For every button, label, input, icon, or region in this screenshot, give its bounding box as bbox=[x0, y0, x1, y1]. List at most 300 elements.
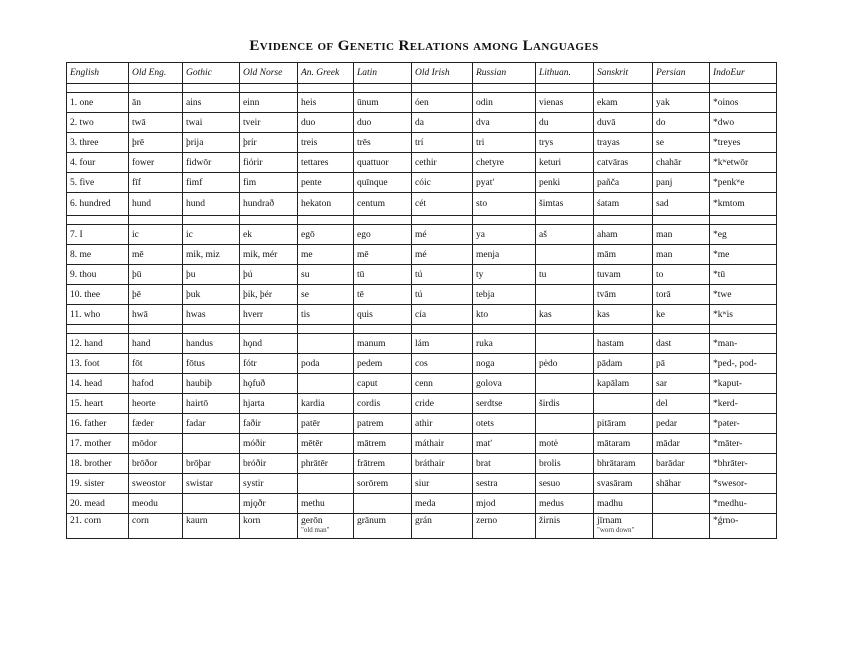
cognate-cell bbox=[473, 173, 536, 193]
cognate-cell bbox=[536, 305, 594, 325]
cell-text: du bbox=[539, 117, 549, 128]
cognate-cell bbox=[183, 474, 240, 494]
cell-text: 3. three bbox=[70, 137, 99, 148]
cell-text: mjǫðr bbox=[243, 498, 266, 509]
column-header: An. Greek bbox=[298, 63, 354, 84]
table-row bbox=[67, 514, 777, 539]
cognate-cell bbox=[298, 394, 354, 414]
cell-text: sto bbox=[476, 199, 488, 209]
cognate-cell bbox=[412, 494, 473, 514]
cognate-cell bbox=[594, 113, 653, 133]
cell-text: cordis bbox=[357, 398, 381, 409]
spacer-cell bbox=[412, 216, 473, 225]
cognate-cell bbox=[354, 514, 412, 539]
cognate-cell bbox=[473, 374, 536, 394]
cognate-cell bbox=[129, 193, 183, 216]
english-word-cell bbox=[67, 193, 129, 216]
cell-text: fidwōr bbox=[186, 157, 212, 168]
cell-text: mētēr bbox=[301, 438, 323, 449]
cognate-cell bbox=[183, 354, 240, 374]
cell-text: del bbox=[656, 398, 668, 409]
cognate-cell bbox=[594, 474, 653, 494]
cognate-cell bbox=[298, 414, 354, 434]
cell-text: sar bbox=[656, 378, 668, 389]
cognate-cell bbox=[536, 93, 594, 113]
cell-text: *swesor- bbox=[713, 478, 748, 489]
cell-text: cét bbox=[415, 199, 427, 209]
cell-text: mē bbox=[132, 249, 144, 260]
cell-text: sad bbox=[656, 199, 669, 209]
cognate-cell bbox=[298, 245, 354, 265]
cognate-cell bbox=[354, 434, 412, 454]
cell-text: vienas bbox=[539, 97, 564, 108]
cognate-cell bbox=[183, 113, 240, 133]
cognate-cell bbox=[412, 245, 473, 265]
cognate-cell bbox=[412, 265, 473, 285]
cell-text: hastam bbox=[597, 338, 624, 349]
cell-text: óen bbox=[415, 97, 429, 108]
english-word-cell bbox=[67, 93, 129, 113]
column-header: Lithuan. bbox=[536, 63, 594, 84]
cognate-cell bbox=[412, 93, 473, 113]
cognate-cell bbox=[354, 354, 412, 374]
cognate-cell bbox=[183, 454, 240, 474]
cognate-cell bbox=[653, 434, 710, 454]
cell-text: svasāram bbox=[597, 478, 633, 489]
cognate-cell bbox=[298, 305, 354, 325]
cognate-cell bbox=[653, 474, 710, 494]
cognate-cell bbox=[473, 245, 536, 265]
cognate-cell bbox=[653, 113, 710, 133]
cognate-cell bbox=[129, 225, 183, 245]
cell-text: tis bbox=[301, 309, 310, 320]
table-row bbox=[67, 225, 777, 245]
cognate-cell bbox=[412, 193, 473, 216]
cell-text: gerōn bbox=[301, 516, 323, 526]
table-row bbox=[67, 285, 777, 305]
cell-text: tú bbox=[415, 289, 423, 300]
cognate-cell bbox=[240, 113, 298, 133]
cognate-cell bbox=[183, 245, 240, 265]
cell-text: handus bbox=[186, 338, 213, 349]
cell-text: þik, þér bbox=[243, 289, 273, 300]
cognate-cell bbox=[298, 225, 354, 245]
table-row bbox=[67, 354, 777, 374]
table-row bbox=[67, 434, 777, 454]
cell-text: fower bbox=[132, 157, 155, 168]
cognate-cell bbox=[594, 153, 653, 173]
cell-text: chahār bbox=[656, 157, 682, 168]
cognate-cell bbox=[536, 173, 594, 193]
cell-text: 5. five bbox=[70, 177, 95, 188]
spacer-row bbox=[67, 325, 777, 334]
header-row bbox=[67, 63, 777, 84]
cell-text: keturi bbox=[539, 157, 562, 168]
cell-text: centum bbox=[357, 199, 385, 209]
cell-text: 20. mead bbox=[70, 498, 105, 509]
cell-text: *me bbox=[713, 249, 730, 260]
cell-text: twā bbox=[132, 117, 146, 128]
cell-text: *dwo bbox=[713, 117, 735, 128]
cognate-cell bbox=[354, 245, 412, 265]
cognate-cell bbox=[653, 354, 710, 374]
spacer-row bbox=[67, 216, 777, 225]
cell-text: tú bbox=[415, 269, 423, 280]
cell-text: hairtō bbox=[186, 398, 209, 409]
cognate-cell bbox=[473, 494, 536, 514]
cognate-cell bbox=[298, 265, 354, 285]
cell-text: širdis bbox=[539, 398, 560, 409]
cell-text: penki bbox=[539, 177, 561, 188]
cell-text: meodu bbox=[132, 498, 158, 509]
cognate-cell bbox=[710, 153, 777, 173]
spacer-cell bbox=[354, 84, 412, 93]
cell-text: 9. thou bbox=[70, 269, 97, 280]
cell-text: þuk bbox=[186, 289, 201, 300]
cognate-cell bbox=[536, 225, 594, 245]
cell-text: 7. I bbox=[70, 229, 83, 240]
cognate-cell bbox=[240, 514, 298, 539]
cognate-cell bbox=[653, 394, 710, 414]
cell-text: noga bbox=[476, 358, 495, 369]
cell-text: cenn bbox=[415, 378, 433, 389]
cell-text: kapālam bbox=[597, 378, 630, 389]
cell-text: matʹ bbox=[476, 438, 493, 449]
cognate-cell bbox=[536, 514, 594, 539]
cell-text: *kʷis bbox=[713, 309, 733, 320]
cognate-cell bbox=[594, 354, 653, 374]
cognate-cell bbox=[653, 305, 710, 325]
cell-text: þē bbox=[132, 289, 141, 300]
cell-text: mām bbox=[597, 249, 616, 260]
cognate-cell bbox=[412, 454, 473, 474]
cell-text: da bbox=[415, 117, 424, 128]
cognate-cell bbox=[594, 454, 653, 474]
cognate-cell bbox=[536, 193, 594, 216]
cognate-cell bbox=[653, 193, 710, 216]
cell-text: meda bbox=[415, 498, 436, 509]
cell-text: hundrað bbox=[243, 199, 275, 209]
cognate-cell bbox=[653, 454, 710, 474]
cell-text: duo bbox=[301, 117, 316, 128]
cognate-cell bbox=[354, 334, 412, 354]
cognate-cell bbox=[653, 334, 710, 354]
cell-text: fadar bbox=[186, 418, 206, 429]
english-word-cell bbox=[67, 225, 129, 245]
cognate-cell bbox=[653, 245, 710, 265]
cell-text: faðir bbox=[243, 418, 261, 429]
cell-text: ains bbox=[186, 97, 202, 108]
gloss-note: "old man" bbox=[301, 526, 330, 534]
cognate-table bbox=[66, 62, 777, 539]
cell-text: duvā bbox=[597, 117, 616, 128]
table-row bbox=[67, 133, 777, 153]
cognate-cell bbox=[412, 374, 473, 394]
cognate-cell bbox=[240, 225, 298, 245]
cell-text: heorte bbox=[132, 398, 156, 409]
cell-text: hǫfuð bbox=[243, 378, 266, 389]
cognate-cell bbox=[594, 225, 653, 245]
cell-text: to bbox=[656, 269, 664, 280]
cell-text: tveir bbox=[243, 117, 261, 128]
cell-text: einn bbox=[243, 97, 260, 108]
column-header: IndoEur bbox=[710, 63, 777, 84]
cell-text: kas bbox=[597, 309, 610, 320]
cell-text: barādar bbox=[656, 458, 685, 469]
cell-text: dva bbox=[476, 117, 490, 128]
cognate-cell bbox=[594, 434, 653, 454]
cell-text: fim bbox=[243, 177, 257, 188]
english-word-cell bbox=[67, 334, 129, 354]
cognate-cell bbox=[240, 285, 298, 305]
cell-text: torā bbox=[656, 289, 671, 300]
cell-text: kaurn bbox=[186, 516, 208, 526]
table-row bbox=[67, 173, 777, 193]
cognate-cell bbox=[240, 434, 298, 454]
cognate-cell bbox=[653, 514, 710, 539]
cognate-cell bbox=[473, 354, 536, 374]
table-row bbox=[67, 474, 777, 494]
cell-text: hund bbox=[186, 199, 205, 209]
cognate-cell bbox=[354, 414, 412, 434]
cell-text: 18. brother bbox=[70, 458, 112, 469]
cell-text: ke bbox=[656, 309, 665, 320]
cognate-cell bbox=[653, 173, 710, 193]
table-body bbox=[67, 84, 777, 539]
cell-text: þrír bbox=[243, 137, 257, 148]
cognate-cell bbox=[536, 434, 594, 454]
cognate-cell bbox=[594, 494, 653, 514]
cell-text: pitāram bbox=[597, 418, 627, 429]
cell-text: mjod bbox=[476, 498, 496, 509]
cognate-cell bbox=[354, 173, 412, 193]
cell-text: bróðir bbox=[243, 458, 267, 469]
cell-text: zerno bbox=[476, 516, 498, 526]
spacer-cell bbox=[594, 216, 653, 225]
cognate-cell bbox=[183, 414, 240, 434]
cognate-cell bbox=[412, 414, 473, 434]
cell-text: fæder bbox=[132, 418, 154, 429]
cell-text: swistar bbox=[186, 478, 213, 489]
table-row bbox=[67, 305, 777, 325]
cognate-cell bbox=[536, 494, 594, 514]
cell-text: 10. thee bbox=[70, 289, 101, 300]
cognate-cell bbox=[710, 193, 777, 216]
cognate-cell bbox=[536, 394, 594, 414]
cognate-cell bbox=[473, 225, 536, 245]
cognate-cell bbox=[354, 305, 412, 325]
table-row bbox=[67, 374, 777, 394]
cell-text: hund bbox=[132, 199, 151, 209]
cell-text: žirnis bbox=[539, 516, 561, 526]
cell-text: pedar bbox=[656, 418, 678, 429]
cognate-cell bbox=[298, 285, 354, 305]
english-word-cell bbox=[67, 265, 129, 285]
cognate-cell bbox=[129, 173, 183, 193]
spacer-cell bbox=[298, 84, 354, 93]
cell-text: odin bbox=[476, 97, 493, 108]
cognate-cell bbox=[240, 193, 298, 216]
cell-text: 8. me bbox=[70, 249, 92, 260]
cognate-cell bbox=[473, 334, 536, 354]
cognate-cell bbox=[653, 225, 710, 245]
cognate-cell bbox=[594, 305, 653, 325]
cell-text: 19. sister bbox=[70, 478, 105, 489]
cognate-cell bbox=[473, 474, 536, 494]
cognate-cell bbox=[298, 434, 354, 454]
english-word-cell bbox=[67, 153, 129, 173]
cognate-cell bbox=[240, 173, 298, 193]
cognate-cell bbox=[473, 514, 536, 539]
spacer-cell bbox=[240, 325, 298, 334]
spacer-cell bbox=[183, 84, 240, 93]
cell-text: caput bbox=[357, 378, 378, 389]
spacer-cell bbox=[653, 216, 710, 225]
cell-text: cethir bbox=[415, 157, 437, 168]
cognate-cell bbox=[710, 173, 777, 193]
cell-text: tebja bbox=[476, 289, 495, 300]
cognate-cell bbox=[240, 394, 298, 414]
cognate-cell bbox=[473, 193, 536, 216]
cell-text: medus bbox=[539, 498, 564, 509]
cognate-cell bbox=[354, 454, 412, 474]
cell-text: poda bbox=[301, 358, 320, 369]
cognate-cell bbox=[594, 414, 653, 434]
cell-text: brolis bbox=[539, 458, 561, 469]
cell-text: mé bbox=[415, 229, 427, 240]
cognate-cell bbox=[354, 374, 412, 394]
cognate-cell bbox=[710, 454, 777, 474]
spacer-cell bbox=[298, 325, 354, 334]
cognate-cell bbox=[594, 285, 653, 305]
cognate-cell bbox=[412, 434, 473, 454]
cell-text: *kerd- bbox=[713, 398, 738, 409]
cell-text: *ǵrno- bbox=[713, 516, 739, 526]
cognate-cell bbox=[240, 474, 298, 494]
cognate-cell bbox=[240, 414, 298, 434]
column-header: Russian bbox=[473, 63, 536, 84]
cell-text: fiórir bbox=[243, 157, 263, 168]
cognate-cell bbox=[536, 285, 594, 305]
cell-text: quattuor bbox=[357, 157, 389, 168]
cognate-cell bbox=[653, 494, 710, 514]
cell-text: se bbox=[656, 137, 664, 148]
spacer-cell bbox=[710, 84, 777, 93]
spacer-cell bbox=[412, 84, 473, 93]
column-header: English bbox=[67, 63, 129, 84]
cognate-cell bbox=[298, 133, 354, 153]
cell-text: 15. heart bbox=[70, 398, 104, 409]
cell-text: trayas bbox=[597, 137, 620, 148]
cell-text: móðir bbox=[243, 438, 266, 449]
cell-text: do bbox=[656, 117, 666, 128]
cell-text: brat bbox=[476, 458, 491, 469]
cell-text: patrem bbox=[357, 418, 384, 429]
cell-text: 16. father bbox=[70, 418, 107, 429]
cognate-cell bbox=[129, 514, 183, 539]
cell-text: fōt bbox=[132, 358, 143, 369]
cell-text: cóic bbox=[415, 177, 431, 188]
cognate-cell bbox=[183, 153, 240, 173]
cognate-cell bbox=[412, 474, 473, 494]
cell-text: mik, miz bbox=[186, 249, 220, 260]
english-word-cell bbox=[67, 414, 129, 434]
spacer-cell bbox=[710, 216, 777, 225]
cell-text: methu bbox=[301, 498, 325, 509]
cell-text: ek bbox=[243, 229, 252, 240]
cognate-cell bbox=[473, 153, 536, 173]
cognate-cell bbox=[240, 305, 298, 325]
cell-text: ty bbox=[476, 269, 484, 280]
cell-text: 11. who bbox=[70, 309, 101, 320]
spacer-cell bbox=[710, 325, 777, 334]
cell-text: kas bbox=[539, 309, 552, 320]
cognate-cell bbox=[354, 474, 412, 494]
cognate-cell bbox=[473, 434, 536, 454]
cell-text: tettares bbox=[301, 157, 329, 168]
cell-text: *penkʷe bbox=[713, 177, 745, 188]
cell-text: 17. mother bbox=[70, 438, 112, 449]
cognate-cell bbox=[240, 494, 298, 514]
cell-text: 14. head bbox=[70, 378, 103, 389]
cell-text: egō bbox=[301, 229, 315, 240]
cell-text: yak bbox=[656, 97, 670, 108]
cell-text: trí bbox=[415, 137, 424, 148]
cognate-cell bbox=[412, 173, 473, 193]
cognate-cell bbox=[129, 285, 183, 305]
cell-text: madhu bbox=[597, 498, 623, 509]
cell-text: se bbox=[301, 289, 309, 300]
cell-text: hekaton bbox=[301, 199, 332, 209]
cell-text: *bhrāter- bbox=[713, 458, 748, 469]
spacer-cell bbox=[536, 216, 594, 225]
cognate-cell bbox=[240, 265, 298, 285]
cell-text: pā bbox=[656, 358, 665, 369]
table-row bbox=[67, 245, 777, 265]
cognate-cell bbox=[240, 93, 298, 113]
cognate-cell bbox=[536, 334, 594, 354]
spacer-cell bbox=[594, 84, 653, 93]
cognate-cell bbox=[183, 305, 240, 325]
cell-text: *man- bbox=[713, 338, 738, 349]
cognate-cell bbox=[129, 334, 183, 354]
cell-text: phrātēr bbox=[301, 458, 328, 469]
cognate-cell bbox=[653, 153, 710, 173]
cognate-cell bbox=[594, 265, 653, 285]
cell-text: hwas bbox=[186, 309, 206, 320]
cell-text: tvām bbox=[597, 289, 616, 300]
spacer-cell bbox=[594, 325, 653, 334]
cell-text: šimtas bbox=[539, 199, 564, 209]
cognate-cell bbox=[653, 414, 710, 434]
cognate-cell bbox=[129, 494, 183, 514]
table-row bbox=[67, 454, 777, 474]
cell-text: haubiþ bbox=[186, 378, 212, 389]
table-row bbox=[67, 193, 777, 216]
cell-text: trys bbox=[539, 137, 554, 148]
cell-text: máthair bbox=[415, 438, 445, 449]
cognate-cell bbox=[710, 225, 777, 245]
cell-text: patēr bbox=[301, 418, 320, 429]
english-word-cell bbox=[67, 454, 129, 474]
table-row bbox=[67, 334, 777, 354]
cognate-cell bbox=[129, 454, 183, 474]
spacer-cell bbox=[129, 325, 183, 334]
cognate-cell bbox=[412, 305, 473, 325]
cell-text: man bbox=[656, 229, 673, 240]
cognate-cell bbox=[473, 305, 536, 325]
cognate-cell bbox=[412, 334, 473, 354]
